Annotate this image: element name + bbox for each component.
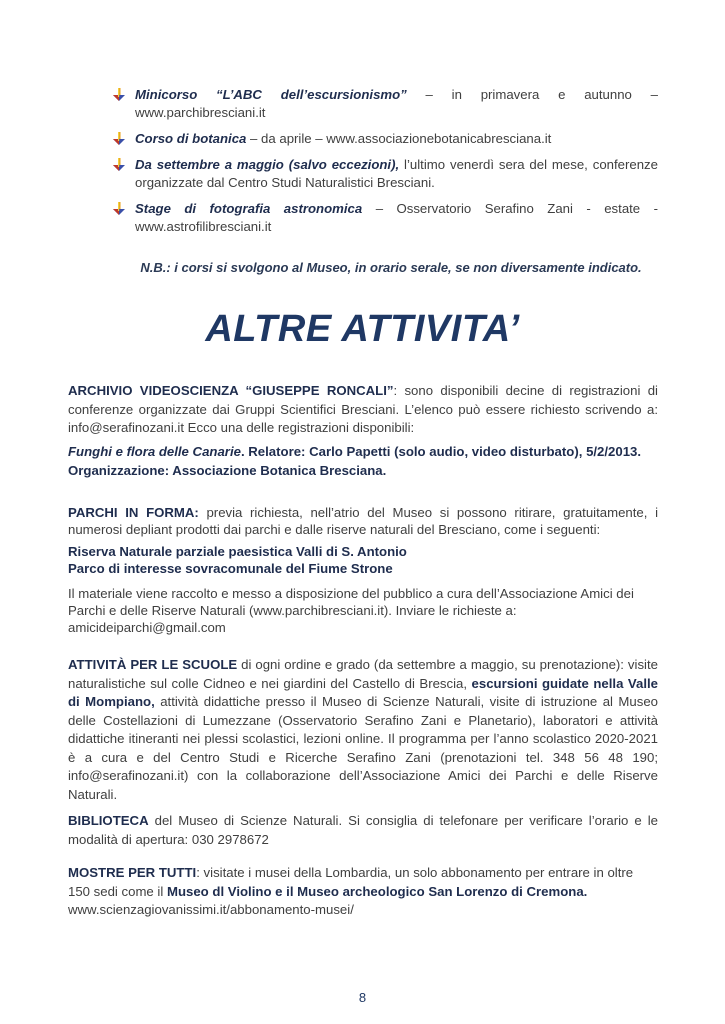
multicolor-down-arrow-icon	[112, 158, 126, 172]
mostre-text: : visitate i musei della Lombardia, un solo abbonamento per entrare in oltre 150 sedi come il	[68, 865, 634, 899]
page-number: 8	[358, 990, 367, 1005]
course-text: – Osservatorio Serafino Zani - estate - www.astrofilibresciani.it	[135, 201, 658, 234]
multicolor-down-arrow-icon	[112, 202, 126, 216]
scuole-heading: ATTIVITÀ PER LE SCUOLE	[68, 657, 238, 672]
parchi-material: Il materiale viene raccolto e messo a disposizione del pubblico a cura dell’Associazione Amici dei Parchi e delle Riserve Naturali (www.parchibresciani.it). Inviare le richieste a: amicideiparchi@gmail.com	[68, 586, 634, 635]
list-item	[112, 156, 658, 192]
parchi-heading: PARCHI IN FORMA:	[68, 505, 199, 520]
scuole-bold: escursioni guidate nella Valle di Mompiano,	[68, 675, 658, 709]
parchi-paragraph	[68, 504, 658, 538]
mostre-link[interactable]: www.scienzagiovanissimi.it/abbonamento-musei/	[68, 902, 354, 917]
multicolor-down-arrow-icon	[112, 132, 126, 146]
course-label: Corso di botanica	[135, 131, 247, 146]
biblioteca-text: del Museo di Scienze Naturali. Si consiglia di telefonare per verificare l’orario e le modalità di apertura: 030 2978672	[68, 813, 658, 847]
scuole-paragraph	[68, 656, 658, 804]
archivio-text: : sono disponibili decine di registrazioni di conferenze organizzate dai Gruppi Scientifici Bresciani. L’elenco può essere richiesto scrivendo a: info@serafinozani.it Ecco una delle registrazioni disponibili:	[68, 383, 658, 435]
mostre-paragraph	[68, 864, 658, 920]
parco-item: Parco di interesse sovracomunale del Fiume Strone	[68, 561, 393, 576]
list-item	[112, 200, 658, 236]
archivio-heading: ARCHIVIO VIDEOSCIENZA “GIUSEPPE RONCALI”	[68, 383, 394, 398]
course-label: Stage di fotografia astronomica	[135, 201, 363, 216]
multicolor-down-arrow-icon	[112, 88, 126, 102]
mostre-bold: Museo dl Violino e il Museo archeologico San Lorenzo di Cremona.	[166, 883, 588, 899]
biblioteca-paragraph	[68, 812, 658, 849]
course-text: l’ultimo venerdì sera del mese, conferenze organizzate dal Centro Studi Naturalistici Bresciani.	[135, 157, 658, 190]
scuole-text-1: di ogni ordine e grado (da settembre a maggio, su prenotazione): visite naturalistiche sul colle Cidneo e nei giardini del Castello di Brescia,	[68, 657, 658, 691]
course-text: – in primavera e autunno – www.parchibresciani.it	[135, 87, 658, 120]
archivio-recording	[68, 443, 658, 480]
list-item	[112, 86, 658, 122]
parchi-items	[68, 543, 658, 577]
parco-item: Riserva Naturale parziale paesistica Valli di S. Antonio	[68, 544, 407, 559]
course-text: – da aprile – www.associazionebotanicabresciana.it	[246, 131, 552, 146]
recording-details: . Relatore: Carlo Papetti (solo audio, video disturbato), 5/2/2013.	[240, 444, 642, 459]
parchi-text: previa richiesta, nell’atrio del Museo si possono ritirare, gratuitamente, i numerosi depliant prodotti dai parchi e dalle riserve naturali del Bresciano, come i seguenti:	[68, 505, 658, 537]
mostre-heading: MOSTRE PER TUTTI	[68, 865, 197, 880]
section-title: ALTRE ATTIVITA’	[205, 308, 520, 350]
list-item	[112, 130, 658, 148]
recording-title: Funghi e flora delle Canarie	[68, 444, 241, 459]
courses-note: N.B.: i corsi si svolgono al Museo, in orario serale, se non diversamente indicato.	[140, 260, 642, 275]
course-label: Da settembre a maggio (salvo eccezioni),	[135, 157, 400, 172]
archivio-paragraph	[68, 382, 658, 438]
course-label: Minicorso “L’ABC dell’escursionismo”	[135, 87, 407, 102]
biblioteca-heading: BIBLIOTECA	[68, 813, 149, 828]
scuole-text-2: attività didattiche presso il Museo di Scienze Naturali, visite di istruzione al Museo delle Costellazioni di Lumezzane (Osservatorio Serafino Zani e Planetario), laboratori e attività didattiche itineranti nei plessi scolastici, lezioni online. Il programma per l’anno scolastico 2020-2021 è a cura e del Centro Studi e Ricerche Serafino Zani (prenotazioni tel. 348 56 48 190; info@serafinozani.it) con la collaborazione dell’Associazione Amici dei Parchi e delle Riserve Naturali.	[68, 694, 658, 802]
recording-organization: Organizzazione: Associazione Botanica Bresciana.	[68, 462, 387, 478]
course-list	[112, 86, 658, 244]
